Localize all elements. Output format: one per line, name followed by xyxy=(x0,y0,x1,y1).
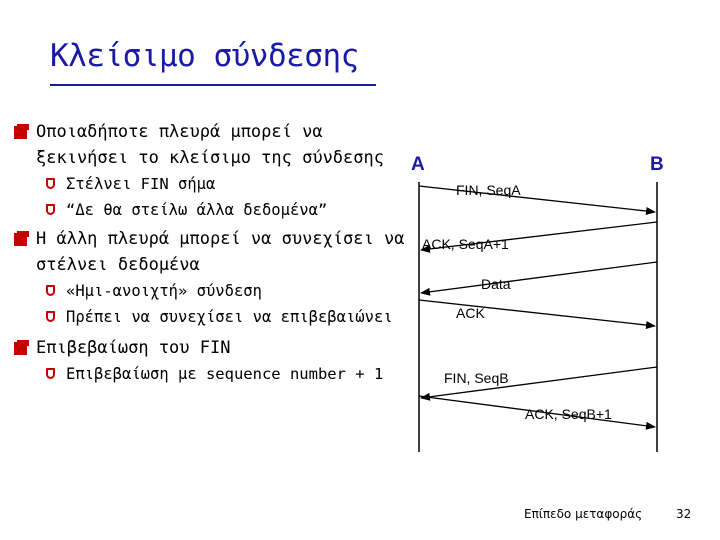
message-label: FIN, SeqA xyxy=(456,182,521,198)
page-number: 32 xyxy=(676,507,692,521)
sub-bullet-text: Πρέπει να συνεχίσει να επιβεβαιώνει xyxy=(66,308,393,326)
message-label: ACK, SeqA+1 xyxy=(422,236,509,252)
bullet-3-line1: Επιβεβαίωση του FIN xyxy=(36,338,231,358)
message-label: ACK xyxy=(456,305,485,321)
message-label: Data xyxy=(481,276,511,292)
sub-bullet-text: «Ημι-ανοιχτή» σύνδεση xyxy=(66,282,262,300)
bullet-1-line2: ξεκινήσει το κλείσιμο της σύνδεσης xyxy=(36,148,384,168)
message-label: ACK, SeqB+1 xyxy=(525,406,612,422)
bullet-2-line1: Η άλλη πλευρά μπορεί να συνεχίσει να xyxy=(36,229,405,249)
sub-bullet-text: Επιβεβαίωση με sequence number + 1 xyxy=(66,365,384,383)
sub-bullet-text: Στέλνει FIN σήμα xyxy=(66,175,216,193)
host-a-label: A xyxy=(411,154,425,175)
arrow-ack xyxy=(419,300,655,326)
sub-bullet-text: “Δε θα στείλω άλλα δεδομένα” xyxy=(66,201,328,219)
host-b-label: B xyxy=(650,154,664,175)
bullet-2-line2: στέλνει δεδομένα xyxy=(36,255,200,275)
footer-text: Επίπεδο μεταφοράς xyxy=(524,507,643,521)
arrow-fin-seqa xyxy=(419,186,655,212)
message-label: FIN, SeqB xyxy=(444,370,509,386)
bullet-1-line1: Οποιαδήποτε πλευρά μπορεί να xyxy=(36,122,323,142)
arrow-data xyxy=(421,262,657,293)
slide-title: Κλείσιμο σύνδεσης xyxy=(50,38,359,74)
